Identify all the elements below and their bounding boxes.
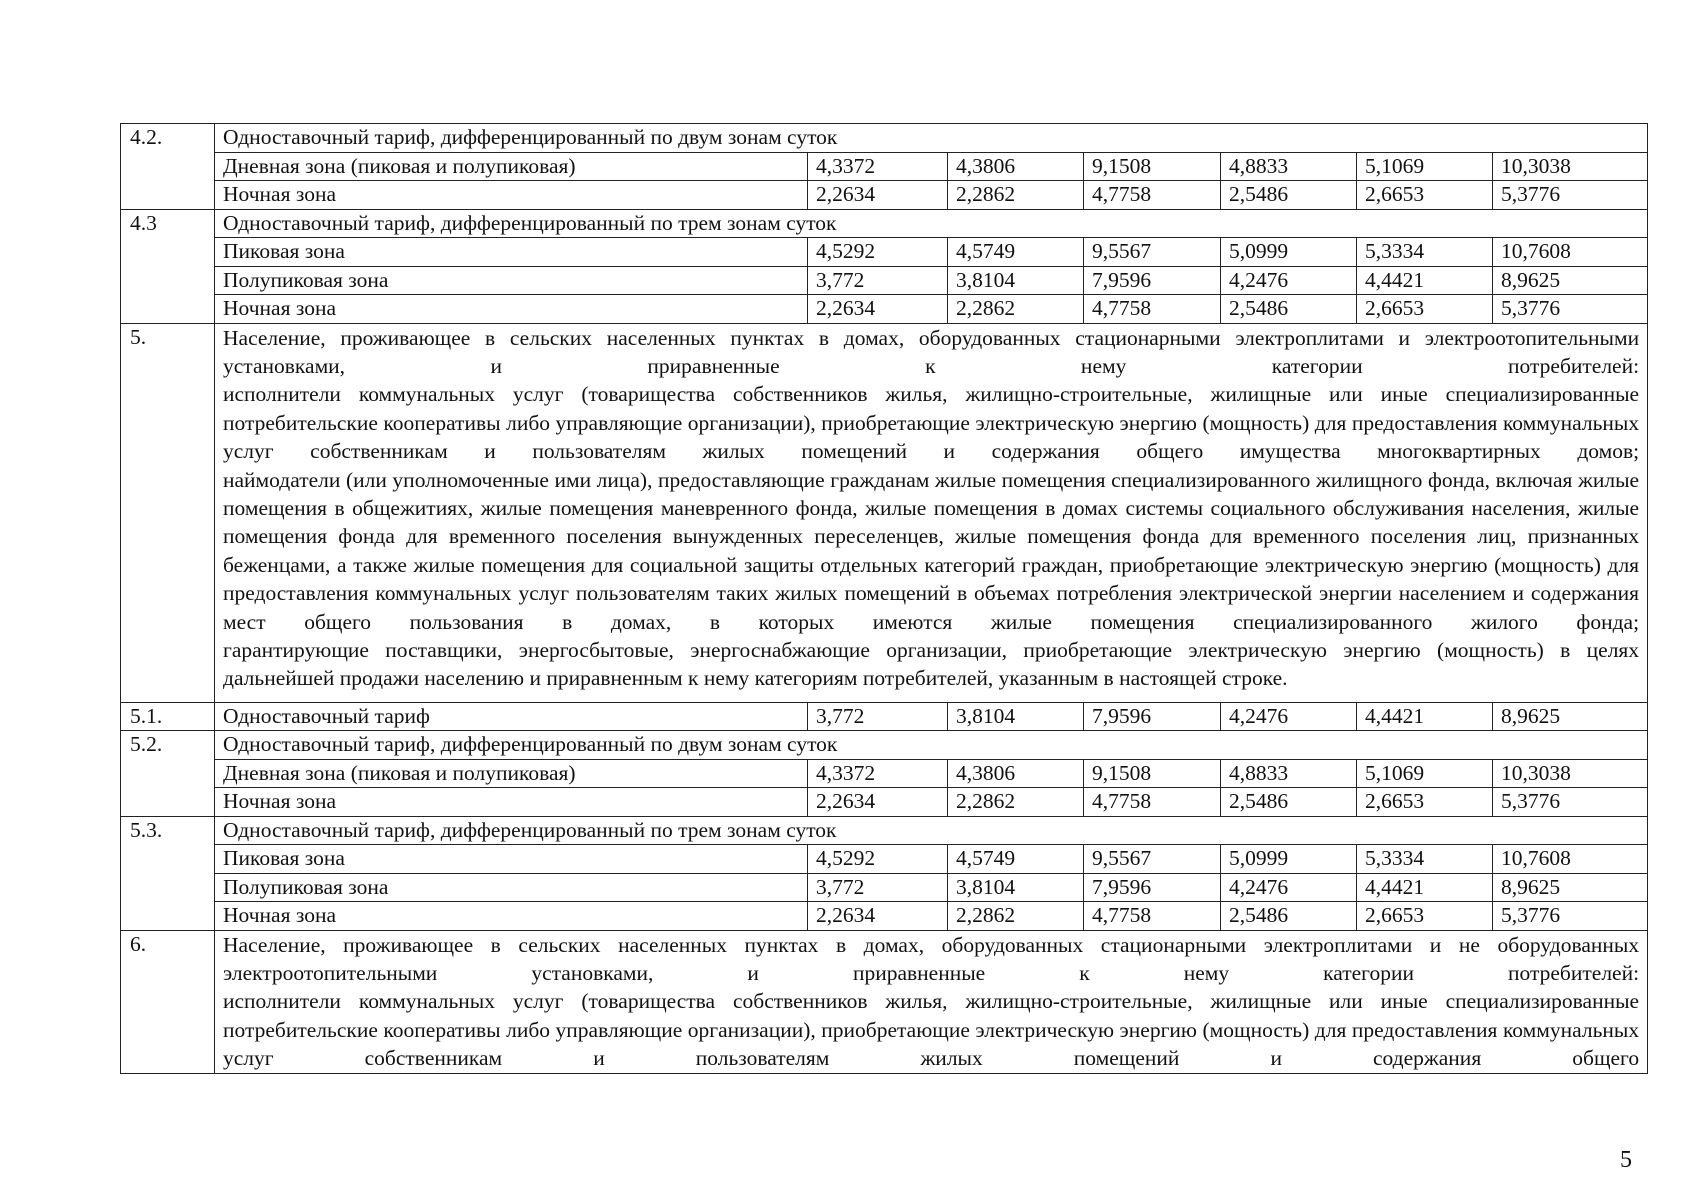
tariff-value: 8,9625 (1493, 266, 1648, 295)
tariff-value: 4,4421 (1357, 266, 1493, 295)
tariff-value: 2,5486 (1221, 181, 1357, 210)
tariff-value: 5,3776 (1493, 295, 1648, 324)
tariff-value: 2,2862 (948, 295, 1084, 324)
table-row (121, 152, 1648, 181)
table-row (121, 238, 1648, 267)
tariff-value: 4,3806 (948, 759, 1084, 788)
section-number: 4.2. (121, 124, 215, 210)
section-number: 6. (121, 930, 215, 1073)
tariff-value: 9,1508 (1084, 759, 1221, 788)
tariff-value: 2,2634 (808, 902, 948, 931)
tariff-value: 10,7608 (1493, 845, 1648, 874)
tariff-value: 4,8833 (1221, 152, 1357, 181)
tariff-value: 2,5486 (1221, 788, 1357, 817)
tariff-value: 4,5749 (948, 845, 1084, 874)
table-row (121, 295, 1648, 324)
section-number: 4.3 (121, 209, 215, 323)
description-paragraph: гарантирующие поставщики, энергосбытовые, энергоснабжающие организации, приобретающие электрическую энергию (мощность) в целях дальнейшей продажи населению и приравненным к нему категориям потребителей, указанным в настоящей строке. (223, 637, 1640, 691)
tariff-value: 4,3806 (948, 152, 1084, 181)
tariff-value: 2,2634 (808, 788, 948, 817)
tariff-value: 8,9625 (1493, 702, 1648, 731)
tariff-value: 3,772 (808, 702, 948, 731)
tariff-value: 3,8104 (948, 266, 1084, 295)
tariff-value: 4,7758 (1084, 295, 1221, 324)
tariff-value: 4,3372 (808, 759, 948, 788)
tariff-value: 4,3372 (808, 152, 948, 181)
tariff-value: 5,3776 (1493, 902, 1648, 931)
tariff-value: 4,2476 (1221, 873, 1357, 902)
row-label: Ночная зона (215, 295, 808, 324)
table-row (121, 930, 1648, 1073)
row-label: Дневная зона (пиковая и полупиковая) (215, 759, 808, 788)
table-row (121, 873, 1648, 902)
tariff-value: 5,0999 (1221, 238, 1357, 267)
tariff-value: 7,9596 (1084, 266, 1221, 295)
tariff-value: 2,2862 (948, 788, 1084, 817)
tariff-value: 9,5567 (1084, 238, 1221, 267)
row-label: Дневная зона (пиковая и полупиковая) (215, 152, 808, 181)
tariff-value: 10,3038 (1493, 152, 1648, 181)
section-number: 5. (121, 323, 215, 702)
section-description (215, 930, 1648, 1073)
tariff-value: 5,1069 (1357, 759, 1493, 788)
section-title: Одноставочный тариф, дифференцированный по двум зонам суток (215, 731, 1648, 760)
tariff-value: 9,1508 (1084, 152, 1221, 181)
tariff-value: 4,5292 (808, 845, 948, 874)
table-row (121, 788, 1648, 817)
tariff-value: 4,2476 (1221, 702, 1357, 731)
tariff-value: 2,5486 (1221, 295, 1357, 324)
table-row (121, 731, 1648, 760)
section-number: 5.3. (121, 816, 215, 930)
table-row (121, 845, 1648, 874)
table-row (121, 816, 1648, 845)
tariff-value: 4,5292 (808, 238, 948, 267)
tariff-value: 7,9596 (1084, 873, 1221, 902)
tariff-value: 2,2634 (808, 295, 948, 324)
tariff-value: 2,6653 (1357, 902, 1493, 931)
tariff-value: 4,4421 (1357, 873, 1493, 902)
section-number: 5.2. (121, 731, 215, 817)
tariff-value: 9,5567 (1084, 845, 1221, 874)
row-label: Пиковая зона (215, 238, 808, 267)
tariff-value: 2,6653 (1357, 181, 1493, 210)
table-row (121, 702, 1648, 731)
row-label: Ночная зона (215, 181, 808, 210)
tariff-value: 2,6653 (1357, 788, 1493, 817)
tariff-value: 3,772 (808, 873, 948, 902)
section-description (215, 323, 1648, 702)
table-row (121, 266, 1648, 295)
tariff-value: 2,5486 (1221, 902, 1357, 931)
table-row (121, 181, 1648, 210)
tariff-value: 8,9625 (1493, 873, 1648, 902)
tariff-value: 3,8104 (948, 702, 1084, 731)
tariff-value: 5,3776 (1493, 181, 1648, 210)
section-title: Одноставочный тариф, дифференцированный по трем зонам суток (215, 209, 1648, 238)
tariff-value: 4,5749 (948, 238, 1084, 267)
page-number: 5 (1620, 1147, 1632, 1173)
tariff-value: 4,7758 (1084, 788, 1221, 817)
description-paragraph: наймодатели (или уполномоченные ими лица), предоставляющие гражданам жилые помещения специализированного жилищного фонда, включая жилые помещения в общежитиях, жилые помещения маневренного фонда, жилые помещения в домах системы социального обслуживания населения, жилые помещения фонда для временного поселения вынужденных переселенцев, жилые помещения фонда для временного поселения лиц, признанных беженцами, а также жилые помещения для социальной защиты отдельных категорий граждан, приобретающие электрическую энергию (мощность) для предоставления коммунальных услуг пользователям таких жилых помещений в объемах потребления электрической энергии населением и содержания мест общего пользования в домах, в которых имеются жилые помещения специализированного жилого фонда; (223, 467, 1640, 634)
tariff-value: 7,9596 (1084, 702, 1221, 731)
tariff-value: 5,0999 (1221, 845, 1357, 874)
section-number: 5.1. (121, 702, 215, 731)
tariff-value: 2,2862 (948, 181, 1084, 210)
tariff-value: 3,8104 (948, 873, 1084, 902)
tariff-value: 10,3038 (1493, 759, 1648, 788)
description-paragraph: Население, проживающее в сельских населенных пунктах в домах, оборудованных стационарными электроплитами и не оборудованных электроотопительными установками, и приравненные к нему категории потребителей: (223, 932, 1640, 985)
row-label: Одноставочный тариф (215, 702, 808, 731)
table-row (121, 124, 1648, 153)
tariff-value: 2,6653 (1357, 295, 1493, 324)
tariff-value: 2,2634 (808, 181, 948, 210)
tariff-value: 4,8833 (1221, 759, 1357, 788)
tariff-value: 5,3334 (1357, 845, 1493, 874)
row-label: Пиковая зона (215, 845, 808, 874)
table-row (121, 902, 1648, 931)
tariff-value: 5,1069 (1357, 152, 1493, 181)
section-title: Одноставочный тариф, дифференцированный по трем зонам суток (215, 816, 1648, 845)
tariff-value: 5,3334 (1357, 238, 1493, 267)
table-row (121, 323, 1648, 702)
table-row (121, 209, 1648, 238)
description-paragraph: исполнители коммунальных услуг (товарищества собственников жилья, жилищно-строительные, жилищные или иные специализированные потребительские кооперативы либо управляющие организации), приобретающие электрическую энергию (мощность) для предоставления коммунальных услуг собственникам и пользователям жилых помещений и содержания общего (223, 989, 1640, 1071)
row-label: Ночная зона (215, 788, 808, 817)
tariff-value: 2,2862 (948, 902, 1084, 931)
description-paragraph: исполнители коммунальных услуг (товарищества собственников жилья, жилищно-строительные, жилищные или иные специализированные потребительские кооперативы либо управляющие организации), приобретающие электрическую энергию (мощность) для предоставления коммунальных услуг собственникам и пользователям жилых помещений и содержания общего имущества многоквартирных домов; (223, 382, 1640, 464)
tariff-value: 3,772 (808, 266, 948, 295)
tariff-value: 10,7608 (1493, 238, 1648, 267)
tariff-value: 4,7758 (1084, 902, 1221, 931)
tariff-value: 4,2476 (1221, 266, 1357, 295)
row-label: Ночная зона (215, 902, 808, 931)
tariff-value: 5,3776 (1493, 788, 1648, 817)
description-paragraph: Население, проживающее в сельских населенных пунктах в домах, оборудованных стационарными электроплитами и электроотопительными установками, и приравненные к нему категории потребителей: (223, 325, 1640, 378)
row-label: Полупиковая зона (215, 266, 808, 295)
row-label: Полупиковая зона (215, 873, 808, 902)
table-row (121, 759, 1648, 788)
tariff-value: 4,4421 (1357, 702, 1493, 731)
tariff-table (120, 123, 1648, 1074)
tariff-value: 4,7758 (1084, 181, 1221, 210)
section-title: Одноставочный тариф, дифференцированный по двум зонам суток (215, 124, 1648, 153)
